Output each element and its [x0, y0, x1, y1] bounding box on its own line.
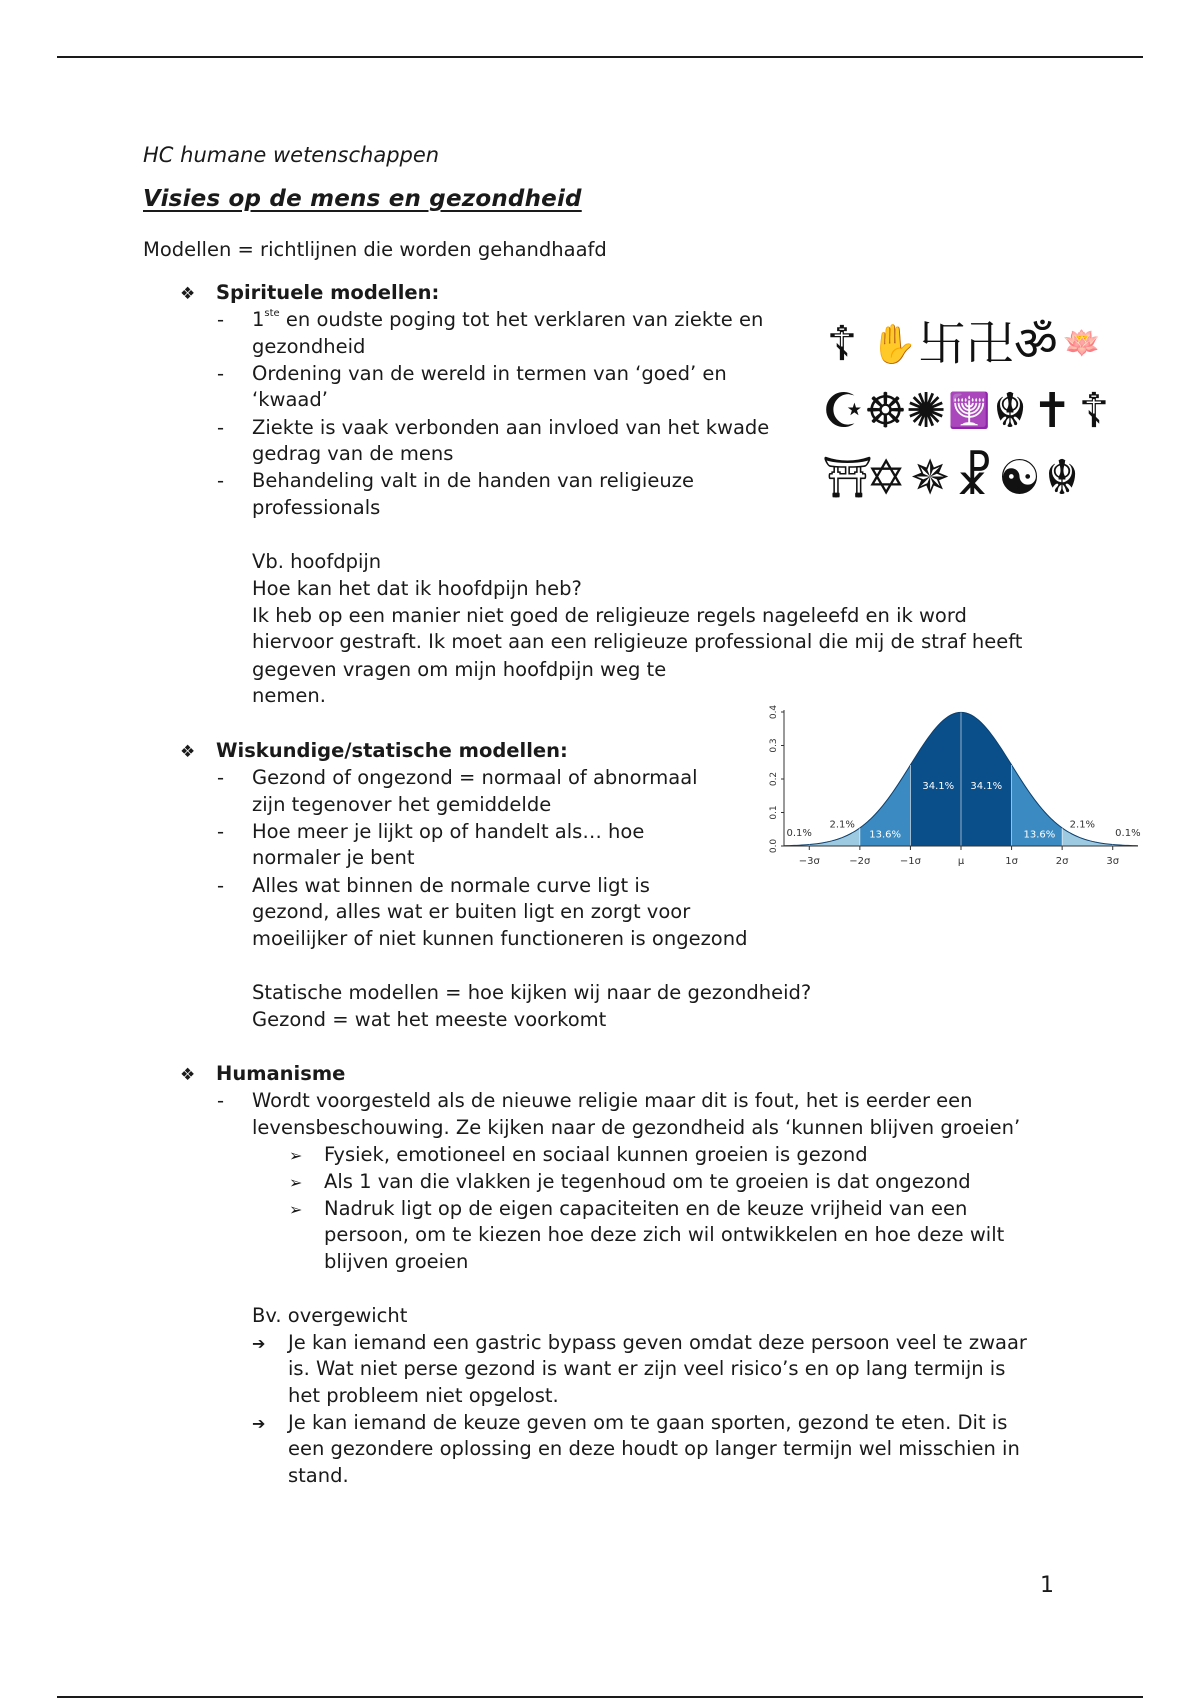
- region-percent-label: 13.6%: [869, 829, 902, 841]
- page-number: 1: [1040, 1573, 1054, 1598]
- list-item-line: gezond, alles wat er buiten ligt en zorgt voor: [252, 900, 691, 923]
- list-item-line: Alles wat binnen de normale curve ligt is: [252, 874, 650, 897]
- diamond-bullet-icon: ❖: [180, 742, 196, 762]
- distribution-region: [961, 712, 1012, 846]
- document-subtitle: HC humane wetenschappen: [143, 143, 440, 167]
- religious-symbol-icon: ☧: [955, 450, 993, 506]
- example-line: gegeven vragen om mijn hoofdpijn weg te: [252, 658, 667, 681]
- arrow-item-line: is. Wat niet perse gezond is want er zijn veel risico’s en op lang termijn is: [288, 1357, 1006, 1380]
- section-heading-math: Wiskundige/statische modellen:: [216, 739, 568, 762]
- example-line: Ik heb op een manier niet goed de religieuze regels nageleefd en ik word: [252, 604, 967, 627]
- diamond-bullet-icon: ❖: [180, 1065, 196, 1085]
- diamond-bullet-icon: ❖: [180, 284, 196, 304]
- list-item-line: moeilijker of niet kunnen functioneren is ongezond: [252, 927, 748, 950]
- region-percent-label: 0.1%: [786, 827, 812, 839]
- normal-distribution-chart: [769, 700, 1150, 880]
- religious-symbol-icon: ✺: [906, 383, 947, 439]
- list-item-line: Behandeling valt in de handen van religieuze: [252, 469, 694, 492]
- religious-symbol-icon: 🕎: [948, 391, 991, 431]
- religious-symbol-icon: 🪷: [1063, 326, 1101, 361]
- x-tick-label: 3σ: [1106, 856, 1120, 867]
- religious-symbol-icon: ☸: [864, 383, 908, 439]
- religious-symbol-icon: 卍: [966, 316, 1015, 372]
- extra-line: Gezond = wat het meeste voorkomt: [252, 1008, 607, 1031]
- arrow-item-line: Je kan iemand een gastric bypass geven omdat deze persoon veel te zwaar: [288, 1331, 1027, 1354]
- religious-symbol-icon: ✵: [910, 450, 951, 506]
- dash-bullet: -: [217, 416, 225, 439]
- symbol-row: [822, 318, 1102, 370]
- y-tick-label: 0.2: [769, 771, 779, 787]
- region-percent-label: 34.1%: [970, 781, 1003, 793]
- y-tick-label: 0.3: [769, 738, 779, 753]
- triangle-bullet-icon: ➢: [289, 1173, 303, 1192]
- list-item-line: Gezond of ongezond = normaal of abnormaal: [252, 766, 698, 789]
- triangle-bullet-icon: ➢: [289, 1200, 303, 1219]
- list-item-line: Ordening van de wereld in termen van ‘goed’ en: [252, 362, 727, 385]
- list-item-line: normaler je bent: [252, 846, 415, 869]
- x-tick-label: 2σ: [1055, 856, 1069, 867]
- religious-symbol-icon: ✡: [866, 450, 907, 506]
- x-tick-label: −3σ: [798, 856, 820, 867]
- section-heading-humanism: Humanisme: [216, 1062, 346, 1085]
- example-line: hiervoor gestraft. Ik moet aan een religieuze professional die mij de straf heeft: [252, 630, 1023, 653]
- x-tick-label: μ: [957, 856, 965, 867]
- religious-symbol-icon: ☪: [822, 383, 866, 439]
- religion-symbols-image: [822, 318, 1122, 518]
- religious-symbol-icon: ☯: [998, 450, 1042, 506]
- region-percent-label: 0.1%: [1115, 827, 1141, 839]
- list-item-line: levensbeschouwing. Ze kijken naar de gezondheid als ‘kunnen blijven groeien’: [252, 1116, 1021, 1139]
- example-label: Bv. overgewicht: [252, 1304, 408, 1327]
- extra-line: Statische modellen = hoe kijken wij naar de gezondheid?: [252, 981, 812, 1004]
- intro-line: Modellen = richtlijnen die worden gehandhaafd: [143, 238, 607, 261]
- arrow-bullet-icon: ➔: [252, 1334, 266, 1353]
- x-tick-label: −2σ: [849, 856, 871, 867]
- x-tick-label: 1σ: [1005, 856, 1018, 867]
- section-heading-spiritual: Spirituele modellen:: [216, 281, 440, 304]
- list-item-line: gedrag van de mens: [252, 442, 454, 465]
- religious-symbol-icon: ☦: [1078, 383, 1110, 439]
- arrow-item-line: Je kan iemand de keuze geven om te gaan sporten, gezond te eten. Dit is: [288, 1411, 1008, 1434]
- list-item-line: ‘kwaad’: [252, 388, 328, 411]
- list-item-line: Ziekte is vaak verbonden aan invloed van het kwade: [252, 416, 770, 439]
- religious-symbol-icon: ✋: [870, 322, 918, 366]
- list-item-line: zijn tegenover het gemiddelde: [252, 793, 552, 816]
- symbol-row: [822, 452, 1082, 504]
- sub-item-line: blijven groeien: [324, 1250, 469, 1273]
- religious-symbol-icon: ☬: [1044, 450, 1080, 506]
- religious-symbol-icon: ☬: [992, 383, 1028, 439]
- sub-item-line: Nadruk ligt op de eigen capaciteiten en de keuze vrijheid van een: [324, 1197, 968, 1220]
- religious-symbol-icon: ☦: [826, 316, 858, 372]
- list-item-line: gezondheid: [252, 335, 366, 358]
- dash-bullet: -: [217, 766, 225, 789]
- dash-bullet: -: [217, 1089, 225, 1112]
- region-percent-label: 2.1%: [1069, 819, 1096, 831]
- symbol-row: [822, 385, 1114, 437]
- example-line: Vb. hoofdpijn: [252, 550, 382, 573]
- arrow-item-line: het probleem niet opgelost.: [288, 1384, 559, 1407]
- dash-bullet: -: [217, 820, 225, 843]
- sub-item-line: Fysiek, emotioneel en sociaal kunnen groeien is gezond: [324, 1143, 868, 1166]
- list-item-line: Wordt voorgesteld als de nieuwe religie maar dit is fout, het is eerder een: [252, 1089, 973, 1112]
- arrow-item-line: stand.: [288, 1464, 349, 1487]
- document-title: Visies op de mens en gezondheid: [143, 186, 582, 212]
- region-percent-label: 2.1%: [829, 819, 855, 831]
- religious-symbol-icon: ⛩: [822, 455, 873, 501]
- dash-bullet: -: [217, 308, 225, 331]
- arrow-bullet-icon: ➔: [252, 1414, 266, 1433]
- list-item-line: professionals: [252, 496, 381, 519]
- example-line: nemen.: [252, 684, 326, 707]
- religious-symbol-icon: ✝: [1032, 383, 1073, 439]
- religious-symbol-icon: 卐: [918, 316, 967, 372]
- dash-bullet: -: [217, 362, 225, 385]
- region-percent-label: 34.1%: [922, 781, 955, 793]
- arrow-item-line: een gezondere oplossing en deze houdt op langer termijn wel misschien in: [288, 1437, 1020, 1460]
- triangle-bullet-icon: ➢: [289, 1146, 303, 1165]
- example-line: Hoe kan het dat ik hoofdpijn heb?: [252, 577, 582, 600]
- distribution-region: [910, 712, 961, 846]
- sub-item-line: persoon, om te kiezen hoe deze zich wil ontwikkelen en hoe deze wilt: [324, 1223, 1005, 1246]
- list-item-line: Hoe meer je lijkt op of handelt als… hoe: [252, 820, 645, 843]
- sub-item-line: Als 1 van die vlakken je tegenhoud om te groeien is dat ongezond: [324, 1170, 971, 1193]
- y-tick-label: 0.4: [769, 704, 779, 720]
- y-tick-label: 0.0: [769, 838, 779, 854]
- religious-symbol-icon: ॐ: [1014, 316, 1058, 372]
- dash-bullet: -: [217, 469, 225, 492]
- region-percent-label: 13.6%: [1023, 829, 1056, 841]
- dash-bullet: -: [217, 874, 225, 897]
- list-item-line: 1ste en oudste poging tot het verklaren van ziekte en: [252, 308, 764, 331]
- y-tick-label: 0.1: [769, 805, 779, 820]
- x-tick-label: −1σ: [899, 856, 921, 867]
